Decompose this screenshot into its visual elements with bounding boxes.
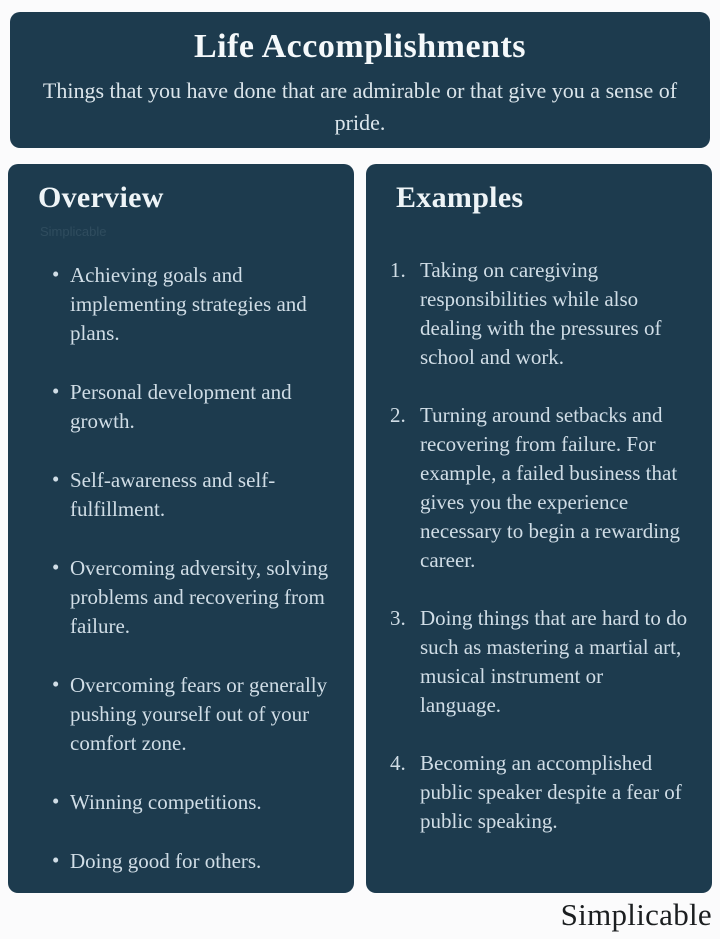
list-item [52,261,330,348]
list-item-text: Doing good for others. [70,848,262,873]
header-card [10,12,710,148]
list-item-text: Overcoming fears or generally pushing yourself out of your comfort zone. [70,672,328,755]
list-item-number: 4. [390,750,406,775]
list-item [52,378,330,436]
overview-heading: Overview [38,181,164,214]
list-item [390,604,688,720]
overview-bullet-list [30,261,330,876]
bullet-icon: • [52,788,60,813]
bullet-icon: • [52,847,60,872]
bullet-icon: • [52,554,60,579]
bullet-icon: • [52,671,60,696]
examples-panel [366,164,712,893]
page-subtitle: Things that you have done that are admirable or that give you a sense of pride. [42,78,678,136]
footer [8,897,712,933]
page-title: Life Accomplishments [193,28,527,65]
bullet-icon: • [52,261,60,286]
list-item-text: Personal development and growth. [70,379,292,433]
list-item-text: Doing things that are hard to do such as mastering a martial art, musical instrument or language. [420,605,688,717]
list-item [390,256,688,372]
list-item-number: 2. [390,402,406,427]
list-item-text: Winning competitions. [70,789,262,814]
list-item-text: Achieving goals and implementing strategies and plans. [70,262,307,345]
examples-numbered-list [388,256,688,836]
list-item-text: Becoming an accomplished public speaker despite a fear of public speaking. [420,750,682,833]
examples-heading: Examples [396,181,524,214]
list-item-text: Taking on caregiving responsibilities while also dealing with the pressures of school and work. [420,257,662,369]
list-item [52,788,330,817]
list-item [52,466,330,524]
list-item-text: Self-awareness and self-fulfillment. [70,467,276,521]
brand-logo: Simplicable [560,897,712,932]
bullet-icon: • [52,378,60,403]
list-item-number: 3. [390,605,406,630]
list-item-number: 1. [390,257,406,282]
overview-panel [8,164,354,893]
list-item [390,401,688,575]
list-item [52,847,330,876]
watermark-text: Simplicable [40,223,107,239]
list-item-text: Turning around setbacks and recovering from failure. For example, a failed business that gives you the experience necessary to begin a rewarding career. [420,402,681,572]
list-item [52,671,330,758]
list-item [52,554,330,641]
bullet-icon: • [52,466,60,491]
list-item [390,749,688,836]
list-item-text: Overcoming adversity, solving problems and recovering from failure. [70,555,329,638]
